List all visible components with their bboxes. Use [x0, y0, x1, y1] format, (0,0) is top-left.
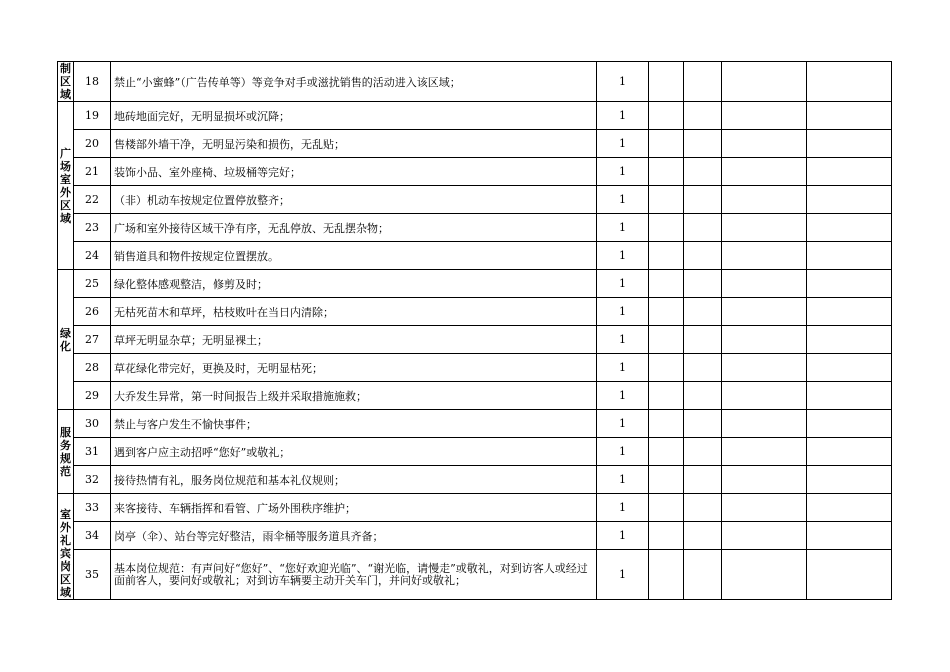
empty-cell[interactable] [722, 298, 807, 326]
item-description: 草坪无明显杂草；无明显裸土； [111, 326, 597, 354]
empty-cell[interactable] [684, 354, 722, 382]
item-number: 24 [74, 242, 111, 270]
empty-cell[interactable] [684, 242, 722, 270]
empty-cell[interactable] [684, 102, 722, 130]
category-cell [58, 410, 74, 494]
item-description: 禁止与客户发生不愉快事件； [111, 410, 597, 438]
empty-cell[interactable] [722, 214, 807, 242]
category-label: 服务规范 [60, 425, 71, 478]
empty-cell[interactable] [649, 522, 684, 550]
empty-cell[interactable] [722, 270, 807, 298]
empty-cell[interactable] [684, 494, 722, 522]
empty-cell[interactable] [649, 130, 684, 158]
item-description: 销售道具和物件按规定位置摆放。 [111, 242, 597, 270]
category-cell [58, 102, 74, 270]
empty-cell[interactable] [684, 382, 722, 410]
empty-cell[interactable] [684, 550, 722, 600]
item-description: 禁止“小蜜蜂”（广告传单等）等竞争对手或滋扰销售的活动进入该区域； [111, 62, 597, 102]
item-score: 1 [597, 102, 649, 130]
item-score: 1 [597, 186, 649, 214]
empty-cell[interactable] [684, 466, 722, 494]
empty-cell[interactable] [722, 62, 807, 102]
inspection-table [57, 61, 892, 600]
empty-cell[interactable] [807, 186, 892, 214]
table-row [58, 522, 892, 550]
item-description: 广场和室外接待区域干净有序，无乱停放、无乱摆杂物； [111, 214, 597, 242]
empty-cell[interactable] [807, 382, 892, 410]
item-score: 1 [597, 354, 649, 382]
empty-cell[interactable] [684, 298, 722, 326]
item-score: 1 [597, 522, 649, 550]
table-row [58, 62, 892, 102]
empty-cell[interactable] [807, 550, 892, 600]
table-row [58, 410, 892, 438]
empty-cell[interactable] [649, 214, 684, 242]
table-row [58, 298, 892, 326]
item-description: 绿化整体感观整洁，修剪及时； [111, 270, 597, 298]
item-score: 1 [597, 130, 649, 158]
empty-cell[interactable] [649, 438, 684, 466]
empty-cell[interactable] [684, 522, 722, 550]
item-number: 30 [74, 410, 111, 438]
empty-cell[interactable] [722, 326, 807, 354]
table-row [58, 354, 892, 382]
item-number: 35 [74, 550, 111, 600]
empty-cell[interactable] [684, 438, 722, 466]
item-number: 26 [74, 298, 111, 326]
item-score: 1 [597, 326, 649, 354]
empty-cell[interactable] [722, 550, 807, 600]
category-cell [58, 494, 74, 600]
empty-cell[interactable] [649, 382, 684, 410]
empty-cell[interactable] [684, 130, 722, 158]
empty-cell[interactable] [722, 130, 807, 158]
item-number: 29 [74, 382, 111, 410]
empty-cell[interactable] [722, 466, 807, 494]
empty-cell[interactable] [722, 158, 807, 186]
empty-cell[interactable] [807, 466, 892, 494]
item-score: 1 [597, 214, 649, 242]
table-row [58, 214, 892, 242]
empty-cell[interactable] [649, 494, 684, 522]
item-score: 1 [597, 158, 649, 186]
table-row [58, 102, 892, 130]
item-description: 基本岗位规范：有声问好“您好”、“您好欢迎光临”、“谢光临，请慢走”或敬礼，对到访客人或经过面前客人，要问好或敬礼；对到访车辆要主动开关车门，并问好或敬礼； [111, 550, 597, 600]
item-score: 1 [597, 242, 649, 270]
table-row [58, 326, 892, 354]
item-description: 无枯死苗木和草坪，枯枝败叶在当日内清除； [111, 298, 597, 326]
item-score: 1 [597, 382, 649, 410]
table-body [58, 62, 892, 600]
item-description: 岗亭（伞）、站台等完好整洁，雨伞桶等服务道具齐备； [111, 522, 597, 550]
item-number: 34 [74, 522, 111, 550]
empty-cell[interactable] [807, 326, 892, 354]
empty-cell[interactable] [722, 186, 807, 214]
table-row [58, 186, 892, 214]
item-number: 27 [74, 326, 111, 354]
empty-cell[interactable] [649, 550, 684, 600]
empty-cell[interactable] [649, 270, 684, 298]
empty-cell[interactable] [649, 62, 684, 102]
category-cell [58, 270, 74, 410]
table-row [58, 270, 892, 298]
item-score: 1 [597, 550, 649, 600]
empty-cell[interactable] [807, 494, 892, 522]
empty-cell[interactable] [722, 522, 807, 550]
category-label: 室外礼宾岗区域 [60, 508, 71, 599]
empty-cell[interactable] [807, 214, 892, 242]
item-number: 25 [74, 270, 111, 298]
empty-cell[interactable] [807, 242, 892, 270]
item-description: 草花绿化带完好，更换及时，无明显枯死； [111, 354, 597, 382]
table-row [58, 382, 892, 410]
empty-cell[interactable] [649, 102, 684, 130]
item-score: 1 [597, 298, 649, 326]
item-number: 28 [74, 354, 111, 382]
empty-cell[interactable] [649, 158, 684, 186]
empty-cell[interactable] [807, 522, 892, 550]
item-number: 31 [74, 438, 111, 466]
category-label: 制区域 [60, 62, 71, 101]
table-row [58, 494, 892, 522]
item-number: 22 [74, 186, 111, 214]
empty-cell[interactable] [722, 242, 807, 270]
empty-cell[interactable] [807, 62, 892, 102]
item-score: 1 [597, 494, 649, 522]
empty-cell[interactable] [684, 62, 722, 102]
empty-cell[interactable] [807, 130, 892, 158]
empty-cell[interactable] [807, 354, 892, 382]
category-label: 绿化 [60, 326, 71, 353]
table-row [58, 130, 892, 158]
item-description: 售楼部外墙干净，无明显污染和损伤，无乱贴； [111, 130, 597, 158]
table-row [58, 438, 892, 466]
empty-cell[interactable] [649, 410, 684, 438]
empty-cell[interactable] [684, 214, 722, 242]
item-number: 33 [74, 494, 111, 522]
item-score: 1 [597, 438, 649, 466]
table-row [58, 158, 892, 186]
empty-cell[interactable] [722, 102, 807, 130]
item-description: 装饰小品、室外座椅、垃圾桶等完好； [111, 158, 597, 186]
item-score: 1 [597, 410, 649, 438]
empty-cell[interactable] [722, 410, 807, 438]
item-number: 23 [74, 214, 111, 242]
item-description: 遇到客户应主动招呼“您好”或敬礼； [111, 438, 597, 466]
empty-cell[interactable] [722, 438, 807, 466]
item-description: 大乔发生异常，第一时间报告上级并采取措施施救； [111, 382, 597, 410]
table-row [58, 466, 892, 494]
item-description: （非）机动车按规定位置停放整齐； [111, 186, 597, 214]
item-number: 32 [74, 466, 111, 494]
empty-cell[interactable] [649, 466, 684, 494]
item-number: 20 [74, 130, 111, 158]
empty-cell[interactable] [649, 242, 684, 270]
empty-cell[interactable] [684, 326, 722, 354]
empty-cell[interactable] [807, 410, 892, 438]
item-number: 18 [74, 62, 111, 102]
empty-cell[interactable] [649, 298, 684, 326]
item-score: 1 [597, 466, 649, 494]
empty-cell[interactable] [684, 270, 722, 298]
empty-cell[interactable] [807, 270, 892, 298]
empty-cell[interactable] [807, 102, 892, 130]
empty-cell[interactable] [649, 326, 684, 354]
empty-cell[interactable] [722, 354, 807, 382]
item-description: 来客接待、车辆指挥和看管、广场外围秩序维护； [111, 494, 597, 522]
empty-cell[interactable] [649, 354, 684, 382]
empty-cell[interactable] [684, 410, 722, 438]
item-description: 接待热情有礼，服务岗位规范和基本礼仪规则； [111, 466, 597, 494]
empty-cell[interactable] [684, 186, 722, 214]
empty-cell[interactable] [807, 298, 892, 326]
empty-cell[interactable] [684, 158, 722, 186]
item-score: 1 [597, 270, 649, 298]
item-score: 1 [597, 62, 649, 102]
category-cell [58, 62, 74, 102]
item-number: 19 [74, 102, 111, 130]
empty-cell[interactable] [722, 494, 807, 522]
table-row [58, 550, 892, 600]
empty-cell[interactable] [722, 382, 807, 410]
empty-cell[interactable] [807, 438, 892, 466]
empty-cell[interactable] [807, 158, 892, 186]
category-label: 广场室外区域 [60, 146, 71, 225]
table-row [58, 242, 892, 270]
empty-cell[interactable] [649, 186, 684, 214]
item-number: 21 [74, 158, 111, 186]
item-description: 地砖地面完好，无明显损坏或沉降； [111, 102, 597, 130]
